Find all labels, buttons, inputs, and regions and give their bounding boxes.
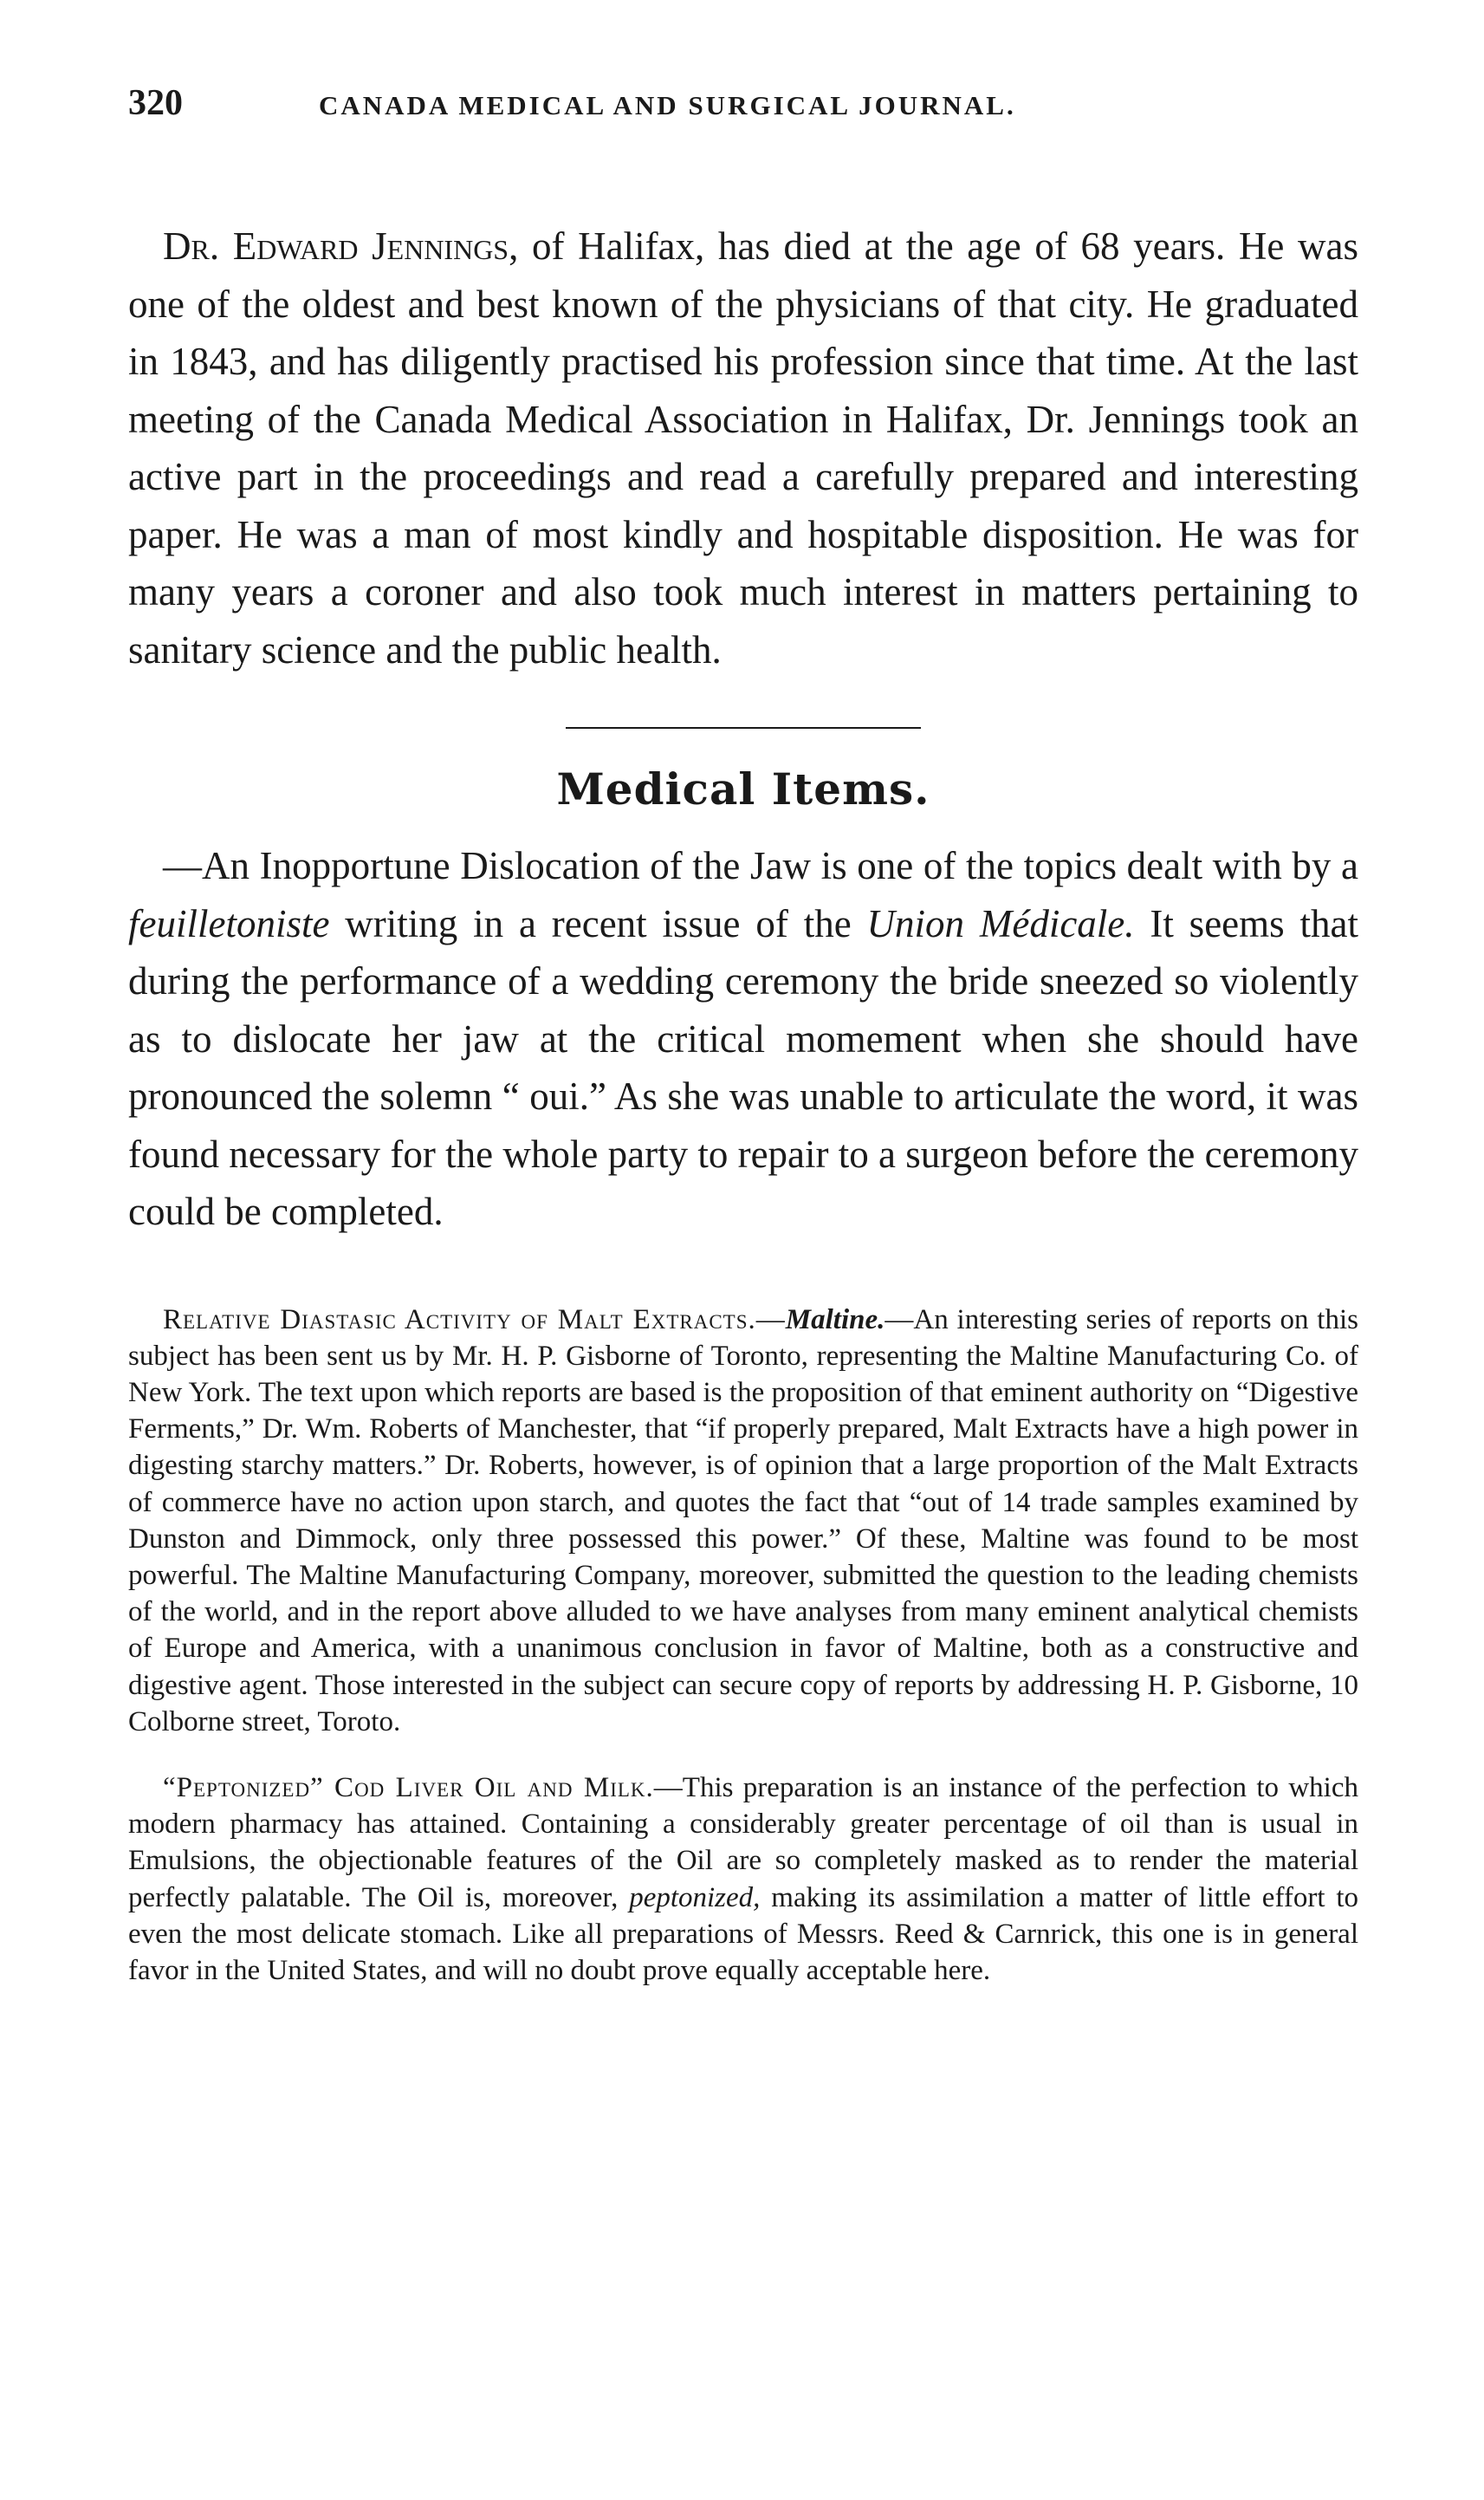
section-heading: Medical Items. [556, 763, 930, 815]
obituary-text: of Halifax, has died at the age of 68 years. He was one of the oldest and best known of the physicians of that city. He graduated in 1843, and has diligently practised his profession since that time. At the last meeting of the Canada Medical Association in Halifax, Dr. Jennings took an active part in the proceedings and read a carefully prepared and interesting paper. He was a man of most kindly and hospitable disposition. He was for many years a coroner and also took much interest in matters pertaining to sanitary science and the public health. [128, 224, 1358, 672]
journal-title: CANADA MEDICAL AND SURGICAL JOURNAL. [319, 90, 1016, 120]
jaw-item-text-2: writing in a recent issue of the [329, 901, 867, 945]
jaw-item-paragraph [128, 837, 1358, 1241]
journal-page [128, 82, 1358, 1989]
peptonized-item-text-1: —This preparation is an instance of the perfection to which modern pharmacy has attained. Containing a considerably greater percentage of oil than is usual in Emulsions, the objectionable features of the Oil are so completely masked as to render the material perfectly palatable. The Oil is, moreover, [128, 1771, 1358, 1913]
peptonized-item-paragraph [128, 1769, 1358, 1989]
peptonized-item-heading: “Peptonized” Cod Liver Oil and Milk. [163, 1771, 654, 1803]
obituary-paragraph [128, 218, 1358, 679]
jaw-item-text-1: —An Inopportune Dislocation of the Jaw is one of the topics dealt with by a [163, 844, 1358, 887]
page-number: 320 [128, 83, 183, 123]
jaw-item-text-3: It seems that during the performance of a wedding ceremony the bride sneezed so violently as to dislocate her jaw at the critical momement when she should have pronounced the solemn “ oui.” As she was unable to articulate the word, it was found necessary for the whole party to repair to a surgeon before the ceremony could be completed. [128, 901, 1358, 1233]
maltine-item-heading-italic: Maltine. [785, 1303, 885, 1335]
maltine-item-heading: Relative Diastasic Activity of Malt Extracts.— [163, 1303, 786, 1335]
jaw-item-italic-2: Union Médicale. [866, 901, 1135, 945]
peptonized-item-text-2: making its assimilation a matter of little effort to even the most delicate stomach. Like all preparations of Messrs. Reed & Carnrick, this one is in general favor in the United States, and will no doubt prove equally acceptable here. [128, 1881, 1358, 1986]
maltine-item-paragraph [128, 1302, 1358, 1740]
section-divider [566, 727, 921, 729]
obituary-name: Dr. Edward Jennings, [163, 224, 519, 268]
peptonized-item-italic: peptonized, [629, 1881, 761, 1913]
jaw-item-italic-1: feuilletoniste [128, 901, 330, 945]
maltine-item-text: —An interesting series of reports on this subject has been sent us by Mr. H. P. Gisborne of Toronto, representing the Maltine Manufacturing Co. of New York. The text upon which reports are based is the proposition of that eminent authority on “Digestive Ferments,” Dr. Wm. Roberts of Manchester, that “if properly prepared, Malt Extracts have a high power in digesting starchy matters.” Dr. Roberts, however, is of opinion that a large proportion of the Malt Extracts of commerce have no action upon starch, and quotes the fact that “out of 14 trade samples examined by Dunston and Dimmock, only three possessed this power.” Of these, Maltine was found to be most powerful. The Maltine Manufacturing Company, moreover, submitted the question to the leading chemists of the world, and in the report above alluded to we have analyses from many eminent analytical chemists of Europe and America, with a unanimous conclusion in favor of Maltine, both as a constructive and digestive agent. Those interested in the subject can secure copy of reports by addressing H. P. Gisborne, 10 Colborne street, Toroto. [128, 1303, 1358, 1737]
running-head [128, 82, 1358, 131]
